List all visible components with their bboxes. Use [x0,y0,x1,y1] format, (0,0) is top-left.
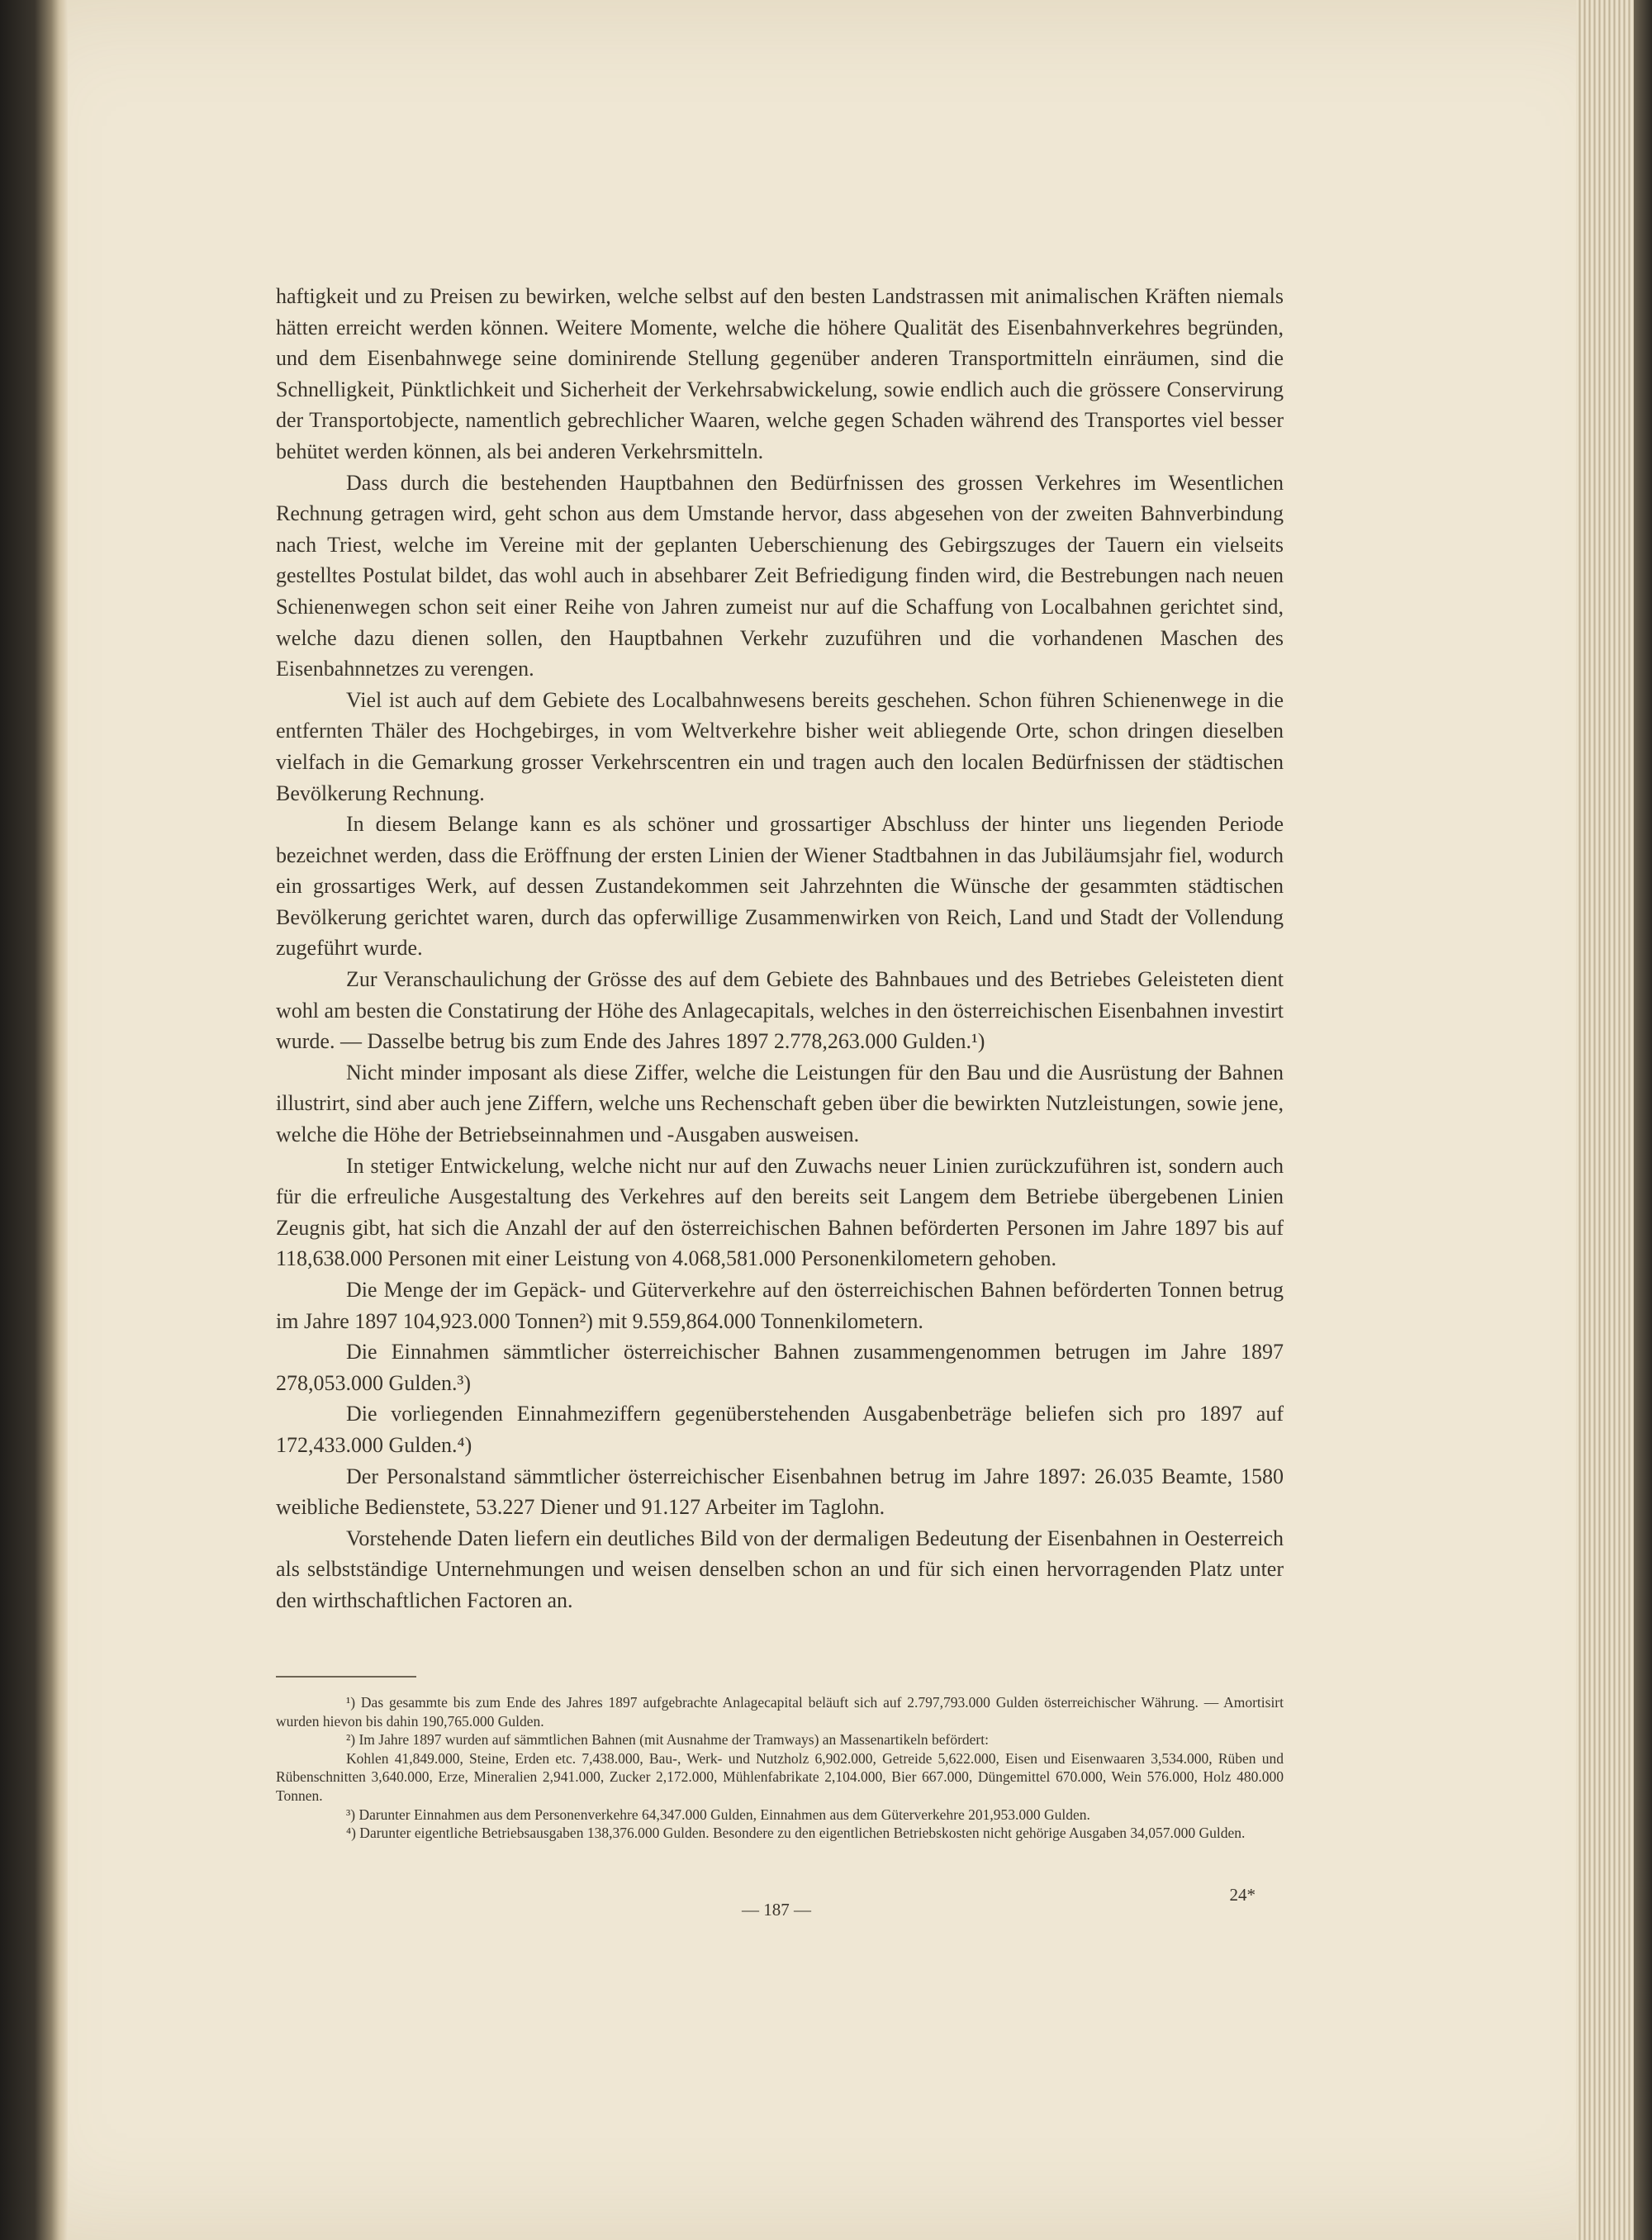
paragraph: Nicht minder imposant als diese Ziffer, welche die Leistungen für den Bau und die Ausrüstung der Bahnen illustrirt, sind aber auch jene Ziffern, welche uns Rechenschaft geben über die bewirkten Nutzleistungen, sowie jene, welche die Höhe der Betriebseinnahmen und -Ausgaben ausweisen. [276,1060,1284,1147]
footnote: Kohlen 41,849.000, Steine, Erden etc. 7,438.000, Bau-, Werk- und Nutzholz 6,902.000, Getreide 5,622.000, Eisen und Eisenwaaren 3,534.000, Rüben und Rübenschnitten 3,640.000, Erze, Mineralien 2,941.000, Zucker 2,172.000, Mühlenfabrikate 2,104.000, Bier 667.000, Düngemittel 670.000, Wein 576.000, Holz 480.000 Tonnen. [276,1749,1284,1804]
footnote: ⁴) Darunter eigentliche Betriebsausgaben 138,376.000 Gulden. Besondere zu den eigentlichen Betriebskosten nicht gehörige Ausgaben 34,057.000 Gulden. [346,1825,1246,1842]
paragraph: In diesem Belange kann es als schöner und grossartiger Abschluss der hinter uns liegenden Periode bezeichnet werden, dass die Eröffnung der ersten Linien der Wiener Stadtbahnen in das Jubiläumsjahr fiel, wodurch ein grossartiges Werk, auf dessen Zustandekommen seit Jahrzehnten die Wünsche der gesammten städtischen Bevölkerung gerichtet waren, durch das opferwillige Zusammenwirken von Reich, Land und Stadt der Vollendung zugeführt wurde. [276,812,1284,961]
footnote: ²) Im Jahre 1897 wurden auf sämmtlichen Bahnen (mit Ausnahme der Tramways) an Massenartikeln befördert: [346,1731,989,1749]
paragraph: Viel ist auch auf dem Gebiete des Localbahnwesens bereits geschehen. Schon führen Schienenwege in die entfernten Thäler des Hochgebirges, in vom Weltverkehre bisher weit abliegende Orte, schon dringen dieselben vielfach in die Gemarkung grosser Verkehrscentren ein und tragen auch den localen Bedürfnissen der städtischen Bevölkerung Rechnung. [276,687,1284,805]
page-number: — 187 — [742,1900,811,1920]
paragraph: In stetiger Entwickelung, welche nicht nur auf den Zuwachs neuer Linien zurückzuführen ist, sondern auch für die erfreuliche Ausgestaltung des Verkehres auf den bereits seit Langem dem Betriebe übergebenen Linien Zeugnis gibt, hat sich die Anzahl der auf den österreichischen Bahnen beförderten Personen im Jahre 1897 bis auf 118,638.000 Personen mit einer Leistung von 4.068,581.000 Personenkilometern gehoben. [276,1153,1284,1271]
paragraph: haftigkeit und zu Preisen zu bewirken, welche selbst auf den besten Landstrassen mit animalischen Kräften niemals hätten erreicht werden können. Weitere Momente, welche die höhere Qualität des Eisenbahnverkehres begründen, und dem Eisenbahnwege seine dominirende Stellung gegenüber anderen Transportmitteln einräumen, sind die Schnelligkeit, Pünktlichkeit und Sicherheit der Verkehrsabwickelung, sowie endlich auch die grössere Conservirung der Transportobjecte, namentlich gebrechlicher Waaren, welche gegen Schaden während des Transportes viel besser behütet werden können, als bei anderen Verkehrsmitteln. [276,284,1284,463]
footnote: ³) Darunter Einnahmen aus dem Personenverkehre 64,347.000 Gulden, Einnahmen aus dem Güterverkehre 201,953.000 Gulden. [346,1806,1090,1823]
paragraph: Die Einnahmen sämmtlicher österreichischer Bahnen zusammengenommen betrugen im Jahre 1897 278,053.000 Gulden.³) [276,1340,1284,1395]
paragraph: Zur Veranschaulichung der Grösse des auf dem Gebiete des Bahnbaues und des Betriebes Geleisteten dient wohl am besten die Constatirung der Höhe des Anlagecapitals, welches in den österreichischen Eisenbahnen investirt wurde. — Dasselbe betrug bis zum Ende des Jahres 1897 2.778,263.000 Gulden.¹) [276,967,1284,1054]
footnote-rule [276,1676,416,1678]
paragraph: Dass durch die bestehenden Hauptbahnen den Bedürfnissen des grossen Verkehres im Wesentlichen Rechnung getragen wird, geht schon aus dem Umstande hervor, dass abgesehen von der zweiten Bahnverbindung nach Triest, welche im Vereine mit der geplanten Ueberschienung des Gebirgszuges der Tauern ein vielseits gestelltes Postulat bildet, das wohl auch in absehbarer Zeit Befriedigung finden wird, die Bestrebungen nach neuen Schienenwegen schon seit einer Reihe von Jahren zumeist nur auf die Schaffung von Localbahnen gerichtet sind, welche dazu dienen sollen, den Hauptbahnen Verkehr zuzuführen und die vorhandenen Maschen des Eisenbahnnetzes zu verengen. [276,470,1284,681]
paragraph: Vorstehende Daten liefern ein deutliches Bild von der dermaligen Bedeutung der Eisenbahnen in Oesterreich als selbstständige Unternehmungen und weisen denselben schon an und für sich einen hervorragenden Platz unter den wirthschaftlichen Factoren an. [276,1526,1284,1612]
binding-gutter [0,0,68,2240]
body-text [276,281,1284,1616]
footnotes [276,1693,1284,1843]
footnote: ¹) Das gesammte bis zum Ende des Jahres 1897 aufgebrachte Anlagecapital beläuft sich auf 2.797,793.000 Gulden österreichischer Währung. — Amortisirt wurden hievon bis dahin 190,765.000 Gulden. [276,1694,1284,1730]
paragraph: Die Menge der im Gepäck- und Güterverkehre auf den österreichischen Bahnen beförderten Tonnen betrug im Jahre 1897 104,923.000 Tonnen²) mit 9.559,864.000 Tonnenkilometern. [276,1278,1284,1333]
paragraph: Der Personalstand sämmtlicher österreichischer Eisenbahnen betrug im Jahre 1897: 26.035 Beamte, 1580 weibliche Bedienstete, 53.227 Diener und 91.127 Arbeiter im Taglohn. [276,1464,1284,1520]
signature-mark: 24* [1229,1885,1256,1905]
paragraph: Die vorliegenden Einnahmeziffern gegenüberstehenden Ausgabenbeträge beliefen sich pro 1897 auf 172,433.000 Gulden.⁴) [276,1402,1284,1457]
cover-edge [1634,0,1652,2240]
